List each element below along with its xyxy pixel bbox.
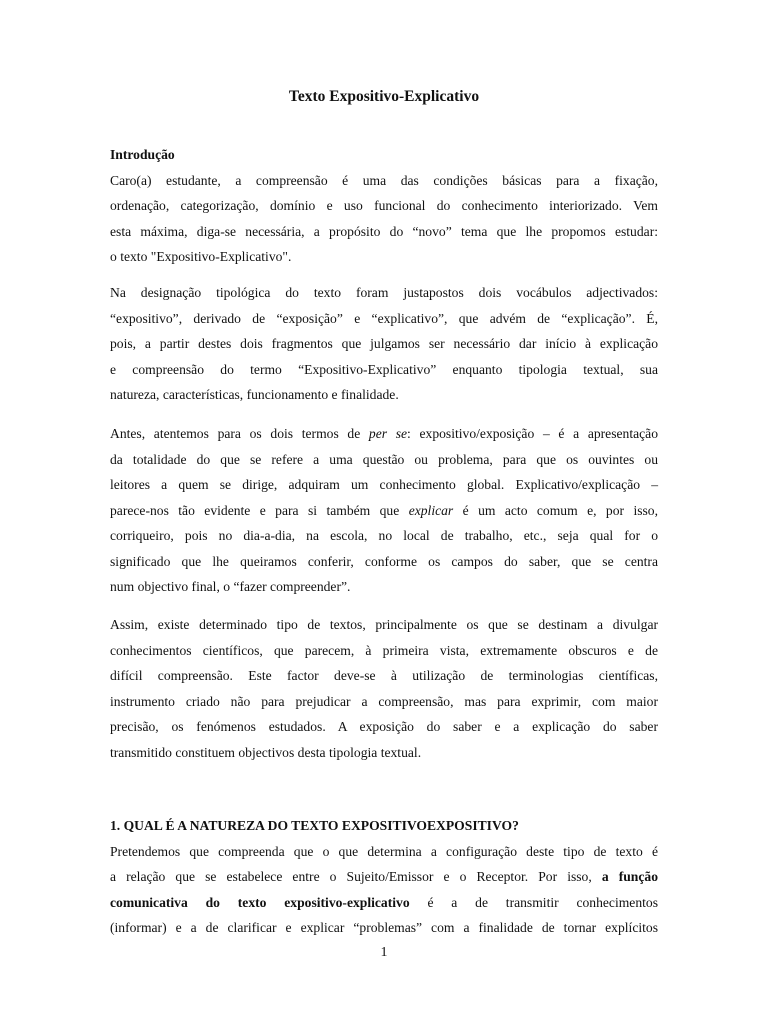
- bold-run: comunicativa do texto expositivo-explicativo: [110, 894, 410, 910]
- paragraph-line: e compreensão do termo “Expositivo-Explicativo” enquanto tipologia textual, sua: [110, 361, 658, 377]
- paragraph-line: difícil compreensão. Este factor deve-se à utilização de terminologias científicas,: [110, 668, 658, 683]
- paragraph-line: natureza, características, funcionamento e finalidade.: [110, 387, 399, 402]
- paragraph-line: o texto "Expositivo-Explicativo".: [110, 249, 292, 264]
- paragraph-line: Na designação tipológica do texto foram justapostos dois vocábulos adjectivados:: [110, 285, 658, 300]
- section-1: [110, 813, 658, 941]
- intro-heading: Introdução: [110, 147, 175, 162]
- paragraph-line: leitores a quem se dirige, adquiram um conhecimento global. Explicativo/explicação –: [110, 477, 658, 492]
- text-run: : expositivo/exposição – é a apresentação: [407, 426, 659, 441]
- text-run: Antes, atentemos para os dois termos de: [110, 426, 369, 441]
- paragraph-line: corriqueiro, pois no dia-a-dia, na escola, no local de trabalho, etc., seja qual for o: [110, 528, 658, 543]
- paragraph-line: ordenação, categorização, domínio e uso funcional do conhecimento interiorizado. Vem: [110, 198, 658, 213]
- paragraph-line: Caro(a) estudante, a compreensão é uma das condições básicas para a fixação,: [110, 172, 658, 188]
- paragraph-line: transmitido constituem objectivos desta tipologia textual.: [110, 744, 422, 760]
- paragraph-line: Pretendemos que compreenda que o que determina a configuração deste tipo de texto é: [110, 843, 658, 859]
- paragraph-line: instrumento criado não para prejudicar a compreensão, mas para exprimir, com maior: [110, 693, 658, 709]
- paragraph-line: [110, 890, 658, 916]
- paragraph-line: “expositivo”, derivado de “exposição” e “explicativo”, que advém de “explicação”. É,: [110, 310, 658, 326]
- paragraph-line: conhecimentos científicos, que parecem, à primeira vista, extremamente obscuros e de: [110, 642, 658, 658]
- paragraph-2: [110, 280, 658, 408]
- paragraph-line: pois, a partir destes dois fragmentos que julgamos ser necessário dar início à explicação: [110, 336, 658, 351]
- paragraph-line: significado que lhe queiramos conferir, conforme os campos do saber, que se centra: [110, 553, 658, 569]
- section-heading: 1. QUAL É A NATUREZA DO TEXTO EXPOSITIVOEXPOSITIVO?: [110, 818, 519, 833]
- paragraph-line: [110, 498, 658, 524]
- paragraph-3: [110, 421, 658, 600]
- paragraph-line: precisão, os fenómenos estudados. A exposição do saber e a explicação do saber: [110, 719, 658, 734]
- page-number: 1: [380, 945, 388, 960]
- paragraph-line: (informar) e a de clarificar e explicar “problemas” com a finalidade de tornar explícitos: [110, 920, 658, 935]
- text-run: parece-nos tão evidente e para si também que: [110, 502, 409, 518]
- italic-run: explicar: [408, 502, 454, 518]
- document-title: Texto Expositivo-Explicativo: [288, 88, 480, 105]
- paragraph-line: [110, 421, 658, 447]
- text-run: a relação que se estabelece entre o Sujeito/Emissor e o Receptor. Por isso,: [110, 869, 602, 884]
- paragraph-line: da totalidade do que se refere a uma questão ou problema, para que os ouvintes ou: [110, 451, 658, 467]
- text-run: é a de transmitir conhecimentos: [409, 894, 658, 910]
- paragraph-4: [110, 612, 658, 765]
- paragraph-line: num objectivo final, o “fazer compreender”.: [110, 579, 351, 594]
- paragraph-line: esta máxima, diga-se necessária, a propósito do “novo” tema que lhe propomos estudar:: [110, 223, 658, 239]
- italic-run: per se: [368, 426, 408, 441]
- paragraph-line: Assim, existe determinado tipo de textos, principalmente os que se destinam a divulgar: [110, 617, 658, 632]
- paragraph-line: [110, 864, 658, 890]
- text-run: é um acto comum e, por isso,: [453, 502, 658, 518]
- bold-run: a função: [601, 869, 658, 884]
- intro-section: [110, 142, 658, 270]
